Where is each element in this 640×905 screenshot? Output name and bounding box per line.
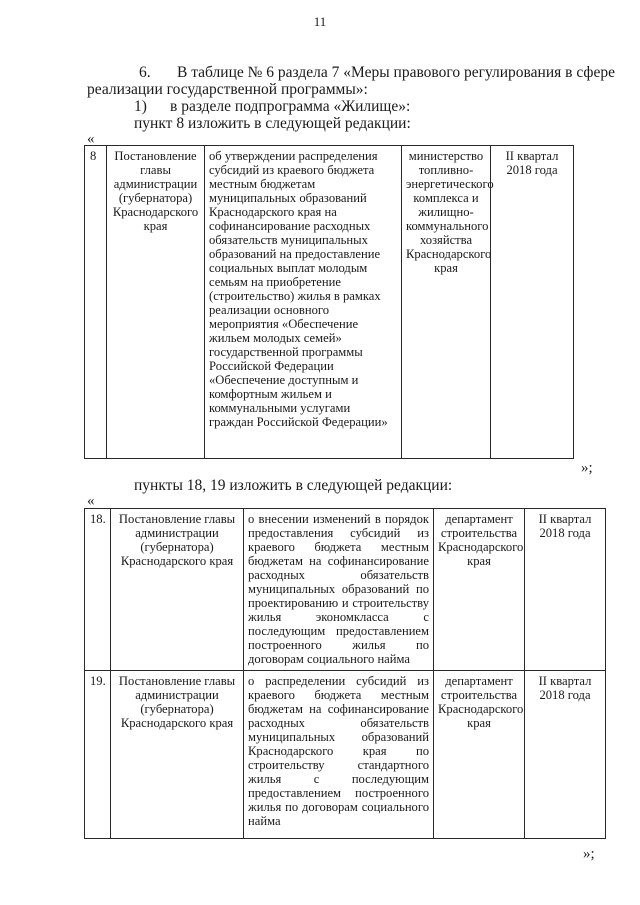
closing-quote-1: »; xyxy=(581,460,593,476)
item-6-number: 6. xyxy=(139,64,151,81)
document-type: Постановление главы администрации (губернатора) Краснодарского края xyxy=(111,509,244,671)
responsible-executor: департамент строительства Краснодарского края xyxy=(434,509,525,671)
document-title: о распределении субсидий из краевого бюджета местным бюджетам на софинансирование расходных обязательств муниципальных образований Краснодарского края по строительству стандартного жилья с последующим предоставлением построенного жилья по договорам социального найма xyxy=(244,671,434,839)
page-number: 11 xyxy=(313,14,327,29)
table-points-18-19 xyxy=(84,508,606,839)
document-type: Постановление главы администрации (губернатора) Краснодарского края xyxy=(107,146,205,459)
table-row xyxy=(85,146,574,459)
subitem-1-text: в разделе подпрограмма «Жилище»: xyxy=(170,98,411,115)
opening-quote-2: « xyxy=(87,493,95,509)
item-6-text-line2: реализации государственной программы»: xyxy=(87,81,368,98)
deadline: II квартал 2018 года xyxy=(525,509,606,671)
responsible-executor: департамент строительства Краснодарского края xyxy=(434,671,525,839)
table-row xyxy=(85,509,606,671)
responsible-executor: министерство топливно-энергетического комплекса и жилищно-коммунального хозяйства Краснодарского края xyxy=(402,146,491,459)
document-title: о внесении изменений в порядок предоставления субсидий из краевого бюджета местным бюджетам на софинансирование расходных обязательств муниципальных образований по проектированию и строительству жилья экономкласса с последующим предоставлением построенного жилья по договорам социального найма xyxy=(244,509,434,671)
opening-quote-1: « xyxy=(87,131,95,147)
table-point-8 xyxy=(84,145,574,459)
item-6-text-line1: В таблице № 6 раздела 7 «Меры правового регулирования в сфере xyxy=(177,64,615,81)
document-title: об утверждении распределения субсидий из краевого бюджета местным бюджетам муниципальных образований Краснодарского края на софинансирование расходных обязательств муниципальных образований на предоставление социальных выплат молодым семьям на приобретение (строительство) жилья в рамках реализации основного мероприятия «Обеспечение жильем молодых семей» государственной программы Российской Федерации «Обеспечение доступным и комфортным жильем и коммунальными услугами граждан Российской Федерации» xyxy=(205,146,402,459)
row-number: 8 xyxy=(85,146,107,459)
closing-quote-2: »; xyxy=(583,846,595,862)
row-number: 19. xyxy=(85,671,111,839)
row-number: 18. xyxy=(85,509,111,671)
document-type: Постановление главы администрации (губернатора) Краснодарского края xyxy=(111,671,244,839)
subitem-1-number: 1) xyxy=(134,98,147,115)
deadline: II квартал 2018 года xyxy=(525,671,606,839)
point-8-intro: пункт 8 изложить в следующей редакции: xyxy=(134,115,411,132)
points-18-19-intro: пункты 18, 19 изложить в следующей редакции: xyxy=(134,477,453,494)
deadline: II квартал 2018 года xyxy=(491,146,574,459)
table-row xyxy=(85,671,606,839)
